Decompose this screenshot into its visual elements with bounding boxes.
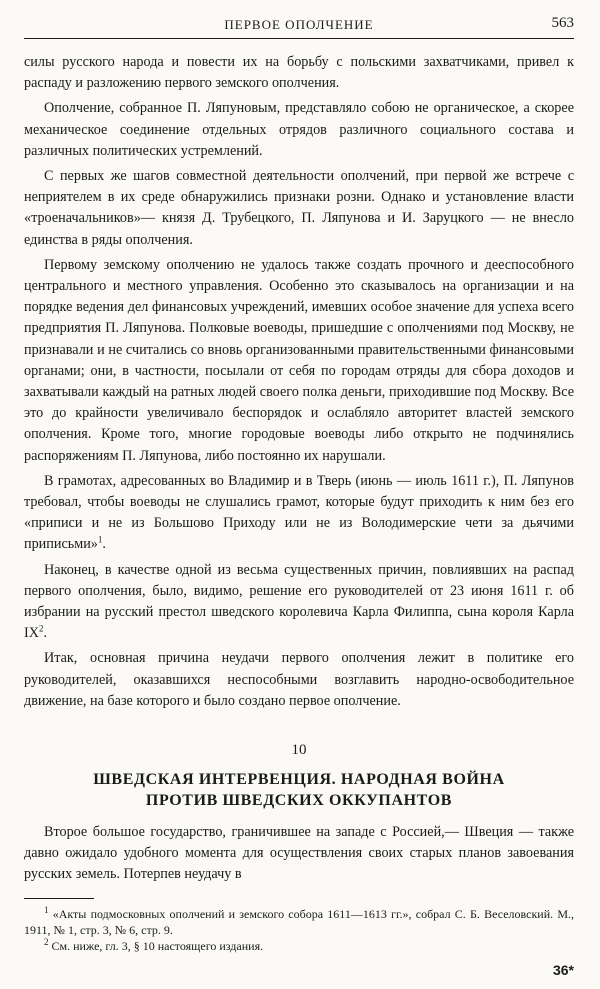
- paragraph-text: Наконец, в качестве одной из весьма существенных причин, повлиявших на распад первого ополчения, было, видимо, решение его руководителей от 23 июня 1611 г. об избрании на русский престол шведского королевича Карла Филиппа, сына короля Карла IX: [24, 561, 574, 642]
- chapter-title-line: ШВЕДСКАЯ ИНТЕРВЕНЦИЯ. НАРОДНАЯ ВОЙНА: [93, 771, 505, 788]
- paragraph: Первому земскому ополчению не удалось также создать прочного и дееспособного центрального и местного управления. Особенно это сказывалось на организации и на порядке ведения дел финансовых учреждений, имевших особое значение для успеха всего предприятия П. Ляпунова. Полковые воеводы, пришедшие с ополчениями под Москву, не признавали и не считались со вновь организованными правительственными финансовыми органами; они, в частности, посылали от себя по городам отряды для сбора доходов и захватывали каждый на ратных людей своего полка деньги, приходившие под Москву. Все это до крайности увеличивало беспорядок и ослабляло авторитет властей земского ополчения. Кроме того, многие городовые воеводы либо открыто не подчинялись распоряжениям П. Ляпунова, либо постоянно их нарушали.: [24, 256, 574, 464]
- paragraph-text: В грамотах, адресованных во Владимир и в Тверь (июнь — июль 1611 г.), П. Ляпунов требовал, чтобы воеводы не слушались грамот, которые будут приходить к ним без его «приписи и не из Большово Приходу или не из Володимерские чети за дьячими приписьми»: [24, 472, 574, 553]
- footnote-text: «Акты подмосковных ополчений и земского собора 1611—1613 гг.», собрал С. Б. Веселовский. М., 1911, № 1, стр. 3, № 6, стр. 9.: [24, 907, 575, 937]
- paragraph: силы русского народа и повести их на борьбу с польскими захватчиками, привел к распаду и разложению первого земского ополчения.: [24, 54, 574, 92]
- chapter-number: 10: [291, 742, 307, 758]
- header-rule: [24, 38, 574, 39]
- footnote-mark: 1: [44, 905, 49, 915]
- footnote-ref[interactable]: 1: [97, 534, 103, 545]
- footnote-mark: 2: [44, 937, 49, 947]
- footnote-text: См. ниже, гл. 3, § 10 настоящего издания.: [51, 939, 264, 953]
- paragraph: В грамотах, адресованных во Владимир и в Тверь (июнь — июль 1611 г.), П. Ляпунов требовал, чтобы воеводы не слушались грамот, которые будут приходить к ним без его «приписи и не из Большово Приходу или не из Володимерские чети за дьячими приписьми»$^1$.: [24, 472, 574, 553]
- footnote: [24, 906, 574, 938]
- paragraph: Второе большое государство, граничившее на западе с Россией,— Швеция — также давно ожидало удобного момента для осуществления своих старых планов завоевания русских земель. Потерпев неудачу в: [24, 824, 574, 883]
- footnote: [24, 938, 574, 954]
- paragraph: С первых же шагов совместной деятельности ополчений, при первой же встрече с неприятелем в их среде обнаружились признаки розни. Однако и установление власти «троеначальников»— князя Д. Трубецкого, П. Ляпунова и И. Заруцкого — не внесло единства в ряды ополчения.: [24, 168, 574, 248]
- paragraph: Наконец, в качестве одной из весьма существенных причин, повлиявших на распад первого ополчения, было, видимо, решение его руководителей от 23 июня 1611 г. об избрании на русский престол шведского королевича Карла Филиппа, сына короля Карла $IX^2$.: [24, 561, 574, 642]
- running-title: ПЕРВОЕ ОПОЛЧЕНИЕ: [224, 17, 374, 32]
- footnote-rule: [24, 898, 94, 899]
- printer-signature: 36*: [552, 962, 574, 978]
- running-head: [24, 8, 574, 34]
- footnote-ref[interactable]: 2: [38, 623, 44, 634]
- main-text: [24, 52, 574, 716]
- chapter-title-line: ПРОТИВ ШВЕДСКИХ ОККУПАНТОВ: [145, 792, 453, 809]
- paragraph: Итак, основная причина неудачи первого ополчения лежит в политике его руководителей, оказавшихся неспособными возглавить народно-освободительное движение, на базе которого и было создано первое ополчение.: [24, 650, 574, 709]
- chapter-text: [24, 822, 574, 886]
- paragraph: Ополчение, собранное П. Ляпуновым, представляло собою не органическое, а скорее механическое соединение отдельных отрядов различного социального состава и различных политических устремлений.: [24, 100, 574, 159]
- chapter-heading: [24, 742, 574, 811]
- footnotes: [24, 906, 574, 954]
- page-number: 563: [551, 15, 574, 31]
